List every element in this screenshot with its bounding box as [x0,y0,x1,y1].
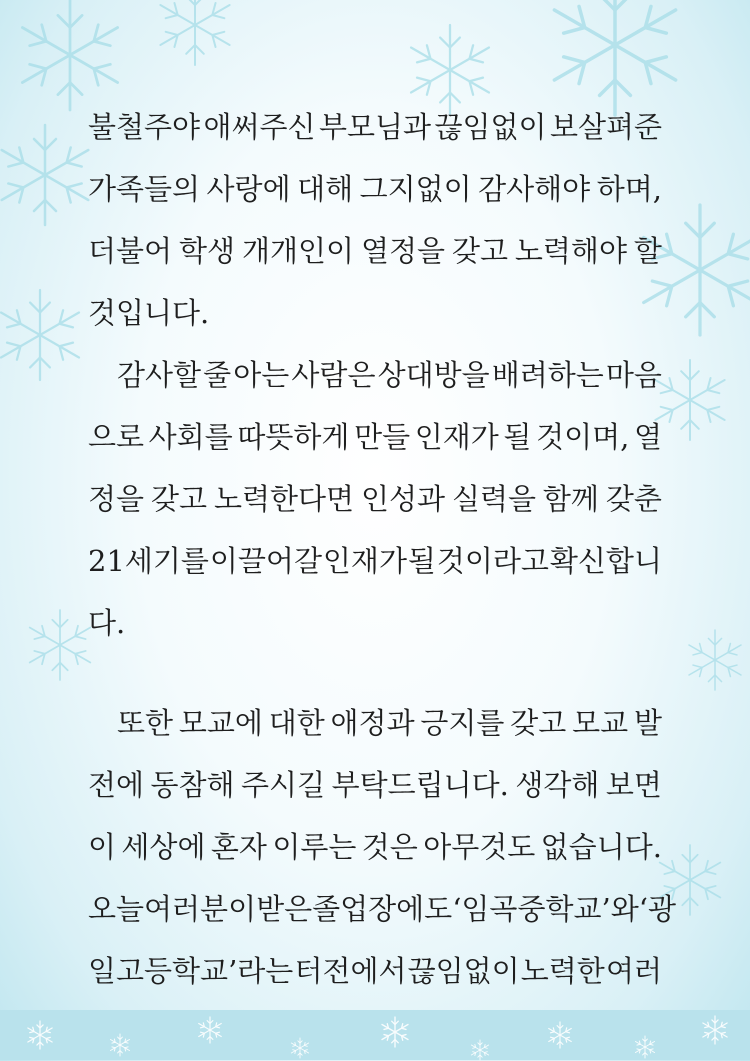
word: ‘임곡중학교’와 [452,892,639,926]
word: 노력해야 [514,234,627,268]
snowflake-icon [651,360,729,440]
word: 일고등학교’라는 [88,954,294,988]
word: 더불어 [88,234,173,268]
word: 보면 [605,768,662,802]
snowflake-icon [470,1040,490,1060]
text-line [88,220,662,282]
word: 것이라고 [436,544,549,578]
word: 상대방을 [377,358,490,392]
word: 갖고 [150,482,207,516]
text-line [88,816,662,878]
word: 긍지를 [420,706,505,740]
word: 배려하는 [491,358,604,392]
snowflake-icon [26,1021,53,1049]
word: 감사할 [117,358,202,392]
word: 불철주야 [88,110,201,144]
paragraph-3 [88,692,676,1002]
word: 사랑에 [206,172,291,206]
word: 끊임없이 [407,954,520,988]
word: 아무것도 [423,830,536,864]
word: 될 [407,544,436,578]
text-line [88,530,662,592]
word: 노력한다면 [213,482,355,516]
word: 이끌어갈 [209,544,322,578]
letter-body [88,96,676,1002]
word: 21세기를 [88,544,209,578]
word: 대한 [268,706,325,740]
word: 것입니다. [88,296,210,330]
word: 열정을 [360,234,445,268]
text-line [88,344,662,406]
word: 모교 [572,706,629,740]
word: 가족들의 [88,172,201,206]
word: 세상에 [121,830,206,864]
snowflake-icon [634,1036,655,1058]
word: 끊임없이 [434,110,547,144]
text-line [88,592,662,654]
text-line [88,754,662,816]
word: 열 [633,420,662,454]
word: 발 [633,706,662,740]
word: 부모님과 [318,110,432,144]
word: 보살펴준 [549,110,662,144]
word: 그지없이 [359,172,472,206]
word: 으로 [88,420,145,454]
word: 사람은 [291,358,376,392]
word: 사회를 [148,420,233,454]
text-line [88,96,662,158]
text-line [88,692,662,754]
word: 부탁드립니다. [331,768,509,802]
snowflake-icon [290,1038,310,1058]
word: 아는 [233,358,290,392]
word: 것이며, [536,420,630,454]
snowflake-icon [109,1034,130,1056]
word: 이 [88,830,117,864]
word: 인성과 [360,482,445,516]
snowflake-icon [156,0,234,65]
word: 갖춘 [605,482,662,516]
word: 학생 [178,234,236,268]
word: 인재가 [322,544,407,578]
word: 동참해 [150,768,235,802]
word: 없습니다. [540,830,662,864]
snowflake-icon [16,0,123,110]
word: 실력을 [451,482,536,516]
snowflake-icon [197,1017,222,1043]
word: 터전에서 [294,954,407,988]
word: 다. [88,606,126,640]
snowflake-icon [701,1016,728,1044]
word: 함께 [542,482,599,516]
snowflake-icon [547,1022,572,1048]
word: 줄 [203,358,232,392]
word: 인재가 [414,420,499,454]
word: 졸업장에도 [312,892,453,926]
word: 애써주신 [203,110,316,144]
word: 또한 [117,706,174,740]
word: 하며, [596,172,662,206]
text-line [88,940,662,1002]
word: 전에 [88,768,145,802]
word: 확신합니 [549,544,662,578]
word: 여러분이 [144,892,257,926]
word: 받은 [256,892,313,926]
text-line [88,406,662,468]
word: 여러 [605,954,662,988]
text-line [88,282,662,344]
word: ‘광 [638,892,676,926]
paragraph-1 [88,96,662,344]
snowflake-icon [0,290,84,380]
snowflake-icon [0,125,94,225]
word: 모교에 [178,706,263,740]
snowflake-icon [380,1017,409,1047]
snowflake-icon [686,630,745,690]
word: 개개인이 [241,234,355,268]
text-line [88,878,676,940]
word: 될 [503,420,532,454]
snowflake-icon [26,610,94,680]
word: 이루는 [272,830,357,864]
word: 생각해 [515,768,600,802]
word: 정을 [88,482,145,516]
word: 혼자 [210,830,267,864]
word: 감사해야 [478,172,591,206]
word: 마음 [605,358,662,392]
word: 대해 [297,172,354,206]
paragraph-2 [88,344,662,654]
word: 따뜻하게 [237,420,350,454]
text-line [88,468,662,530]
word: 오늘 [88,892,145,926]
text-line [88,158,662,220]
word: 할 [633,234,662,268]
word: 주시길 [241,768,326,802]
word: 만들 [354,420,411,454]
word: 것은 [361,830,418,864]
word: 갖고 [510,706,567,740]
word: 갖고 [451,234,508,268]
word: 노력한 [520,954,605,988]
word: 애정과 [330,706,415,740]
